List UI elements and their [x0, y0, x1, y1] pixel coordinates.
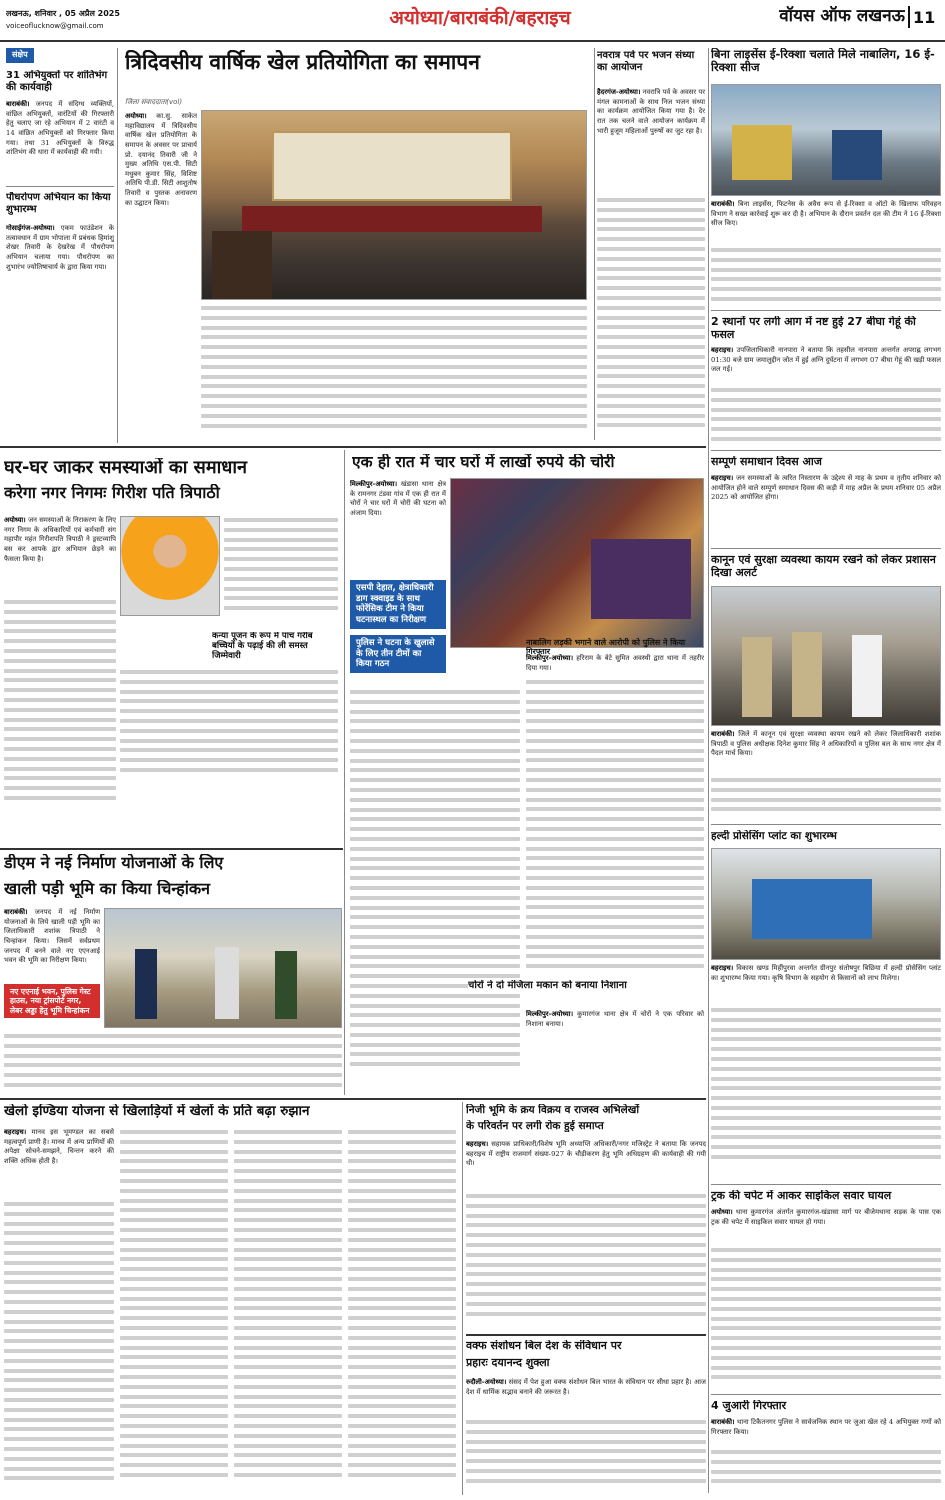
haldi-photo	[711, 848, 941, 960]
law-text: जिले में कानून एवं सुरक्षा व्यवस्था कायम रखने को लेकर जिलाधिकारी शशांक त्रिपाठी व पुलिस अधीक्षक दिनेश कुमार सिंह ने अधिकारियों व पुलिस बल के साथ नगर क्षेत्र में पैदल मार्च किया।	[711, 730, 941, 758]
brand-divider	[908, 6, 910, 28]
khelo-text: मानव इस भूमण्डल का सबसे महत्वपूर्ण प्राणी है। मानव में अन्य प्राणियों की अपेक्षा सोचने-समझने, चिन्तन करने की शक्ति अधिक होती है।	[4, 1128, 114, 1165]
dm-body	[4, 908, 100, 978]
bhajan-dateline: हैदरगंज-अयोध्या।	[597, 88, 641, 96]
dm-photo	[104, 908, 342, 1028]
nagar-fill-bottom	[120, 670, 338, 778]
wall-dateline: मिल्कीपुर-अयोध्या।	[526, 1010, 574, 1018]
bhajan-text-fill	[597, 198, 705, 433]
wall-body	[526, 1010, 704, 1092]
story-waqf	[466, 1338, 706, 1496]
nagar-fill-right	[224, 518, 338, 616]
sidebar-briefs	[6, 48, 114, 443]
law-photo	[711, 586, 941, 726]
samadhan-text: जन समस्याओं के त्वरित निस्तारण के उद्देश्य से माह के प्रथम व तृतीय शनिवार को आयोजित होने वाले सम्पूर्ण समाधान दिवस की कड़ी में माह अप्रैल के प्रथम शनिवार 05 अप्रैल 2025 को आयोजित होगा।	[711, 474, 941, 502]
truck-dateline: अयोध्या।	[711, 1208, 733, 1216]
land-body	[466, 1140, 706, 1200]
law-dateline: बाराबंकी।	[711, 730, 735, 738]
brief2-dateline: गोसाईगंज-अयोध्या।	[6, 224, 55, 232]
nagar-fill-left	[4, 600, 116, 806]
dm-bullet: नए एएनाई भवन, पुलिस गेस्ट हाउस, नया ट्रांसपोर्ट नगर, लेबर अड्डा हेतु भूमि चिन्हांकन	[4, 984, 100, 1018]
sports-dateline: अयोध्या।	[125, 112, 147, 120]
sidebar-tag: संक्षेप	[6, 48, 34, 63]
center-right-rule	[594, 48, 595, 440]
brief2-headline: पौधरोपण अभियान का किया शुभारम्भ	[6, 192, 111, 215]
land-rule	[462, 1102, 463, 1495]
arrest-headline: 4 जुआरी गिरफ्तार	[711, 1400, 787, 1412]
samadhan-dateline: बहराइच।	[711, 474, 734, 482]
theft-photo	[450, 478, 704, 648]
haldi-dateline: बहराइच।	[711, 964, 734, 972]
sports-byline: जिला संवाददाता(vol)	[125, 98, 183, 106]
land-dateline: बहराइच।	[466, 1140, 489, 1148]
nagar-headline-1: घर-घर जाकर समस्याओं का समाधान	[4, 458, 247, 478]
rule-r2	[711, 450, 941, 451]
brief1-dateline: बाराबंकी।	[6, 100, 30, 108]
fire-headline: 2 स्थानों पर लगी आग में नष्ट हुई 27 बीघा गेहूं की फसल	[711, 316, 916, 341]
rule-r4	[711, 824, 941, 825]
arrest-dateline: बाराबंकी।	[711, 1418, 735, 1426]
haldi-text: विकास खण्ड मिहींपुरवा अन्तर्गत ग्रीनपुर संतोषपुर बिछिया में हल्दी प्रोसेसिंग प्लांट का शुभारम्भ किया गया। कृषि विभाग के सहयोग से किसानों को लाभ मिलेगा।	[711, 964, 941, 982]
girl-headline: नाबालिग लड़की भगाने वाले आरोपी को पुलिस ने किया गिरफ्तार	[526, 638, 686, 657]
sports-text: का.सु. साकेत महाविद्यालय में त्रिदिवसीय वार्षिक खेल प्रतियोगिता के समापन के अवसर पर प्राचार्य प्रो. दयानंद तिवारी जी ने मुख्य अतिथि एस.पी. सिटी मधुबन कुमार सिंह, विशिष्ट अतिथि पी.डी. सिटी आशुतोष तिवारी व पुस्तक अनावरण का उद्घाटन किया।	[125, 112, 197, 207]
khelo-fill-2	[120, 1130, 228, 1483]
theft-headline: एक ही रात में चार घरों में लाखों रुपये की चोरी	[352, 454, 615, 471]
arrest-fill	[711, 1450, 941, 1489]
fire-dateline: बहराइच।	[711, 346, 734, 354]
arrest-text: थाना टिकैतनगर पुलिस ने सार्वजनिक स्थान पर जुआ खेल रहे 4 अभियुक्त गणों को गिरफ्तार किया।	[711, 1418, 941, 1436]
land-fill	[466, 1194, 706, 1321]
theft-bullet-1: एसपी देहात, क्षेत्राधिकारी डाग स्क्वाइड के साथ फोरेंसिक टीम ने किया घटनास्थल का निरीक्षण	[350, 580, 446, 629]
erickshaw-fill	[711, 248, 941, 307]
erickshaw-dateline: बाराबंकी।	[711, 200, 735, 208]
rule-r6	[711, 1394, 941, 1395]
fire-fill	[711, 388, 941, 447]
rule-dm-top	[0, 848, 343, 850]
waqf-headline-2: प्रहारः दयानन्द शुक्ला	[466, 1357, 550, 1369]
haldi-fill	[711, 1008, 941, 1165]
haldi-headline: हल्दी प्रोसेसिंग प्लांट का शुभारम्भ	[711, 830, 837, 842]
rule-r3	[711, 548, 941, 549]
theft-text: खंडासा थाना क्षेत्र के रामनगर टंडवा गांव में एक ही रात में चोरों ने चार घरों में चोरी की घटना को अंजाम दिया।	[350, 480, 446, 517]
page-number: 11	[913, 8, 936, 27]
nagar-text: जन समस्याओं के निराकरण के लिए नगर निगम के अधिकारियों एवं कर्मचारी संग महापौर महंत गिरीशपति त्रिपाठी ने ड्रस्टव्यापि बस कर आपके द्वार अभियान छेड़ने का फैसला किया है।	[4, 516, 116, 563]
bhajan-headline: नवरात्र पर्व पर भजन संध्या का आयोजन	[597, 50, 695, 73]
nagar-headline-2: करेगा नगर निगमः गिरीश पति त्रिपाठी	[4, 484, 220, 502]
section-title: अयोध्या/बाराबंकी/बहराइच	[389, 7, 571, 29]
brand-name: वॉयस ऑफ लखनऊ	[779, 6, 905, 26]
sports-photo	[201, 110, 587, 300]
story-land	[466, 1102, 706, 1332]
masthead-email[interactable]: voiceoflucknow@gmail.com	[6, 22, 104, 30]
nagar-dateline: अयोध्या।	[4, 516, 26, 524]
girl-text: हरिराम के बेटे सुमित अवस्थी द्वारा थाना में तहरीर दिया गया।	[526, 654, 704, 672]
story-theft	[348, 450, 705, 1095]
sports-body	[125, 112, 197, 312]
theft-rule	[344, 450, 345, 1095]
rule-khelo-top	[0, 1098, 706, 1100]
truck-text: थाना कुमारगंज अंतर्गत कुमारगंज-खंडासा मार्ग पर बीजेमथाना सड़क के पास एक ट्रक की चपेट में साइकिल सवार घायल हो गया।	[711, 1208, 941, 1226]
erickshaw-headline: बिना लाइसेंस ई-रिक्शा चलाते मिले नाबालिग, 16 ई-रिक्शा सीज	[711, 48, 935, 75]
rule-r1	[711, 310, 941, 311]
truck-fill	[711, 1248, 941, 1385]
khelo-headline: खेलो इण्डिया योजना से खिलाड़ियों में खेलों के प्रति बढ़ा रुझान	[4, 1104, 310, 1119]
theft-fill-b	[526, 680, 704, 974]
brief2-text: एकम फाउंडेशन के तत्वावधान में ग्राम भोपाला में प्रबंधक हिमांशु शेखर तिवारी के देखरेख में पौधरोपण अभियान चलाया गया। पौधरोपण का शुभारंभ ज्योतिषाचार्य के द्वारा किया गया।	[6, 224, 114, 271]
masthead	[0, 0, 945, 44]
waqf-fill	[466, 1420, 706, 1489]
dm-text: जनपद में नई निर्माण योजनाओं के लिये खाली पड़ी भूमि का जिलाधिकारी शशांक त्रिपाठी ने चिन्हांकन किया। जिसमें सर्वप्रथम जनपद में बनने वाले नए एएनआई भवन की भूमि का निरीक्षण किया।	[4, 908, 100, 965]
story-bhajan	[597, 48, 705, 440]
truck-headline: ट्रक की चपेट में आकर साइकिल सवार घायल	[711, 1190, 892, 1202]
fire-text: उपजिलाधिकारी नानपारा ने बताया कि तहसील नानपारा अन्तर्गत अपराह्न लगभग 01:30 बजे ग्राम जमालुद्दीन जोत में हुई अग्नि दुर्घटना में लगभग 07 बीघा गेहूं की खड़ी फसल जल गई।	[711, 346, 941, 374]
sports-text-columns	[201, 306, 587, 441]
sidebar-rule	[117, 48, 118, 443]
dm-headline-2: खाली पड़ी भूमि का किया चिन्हांकन	[4, 880, 211, 898]
waqf-text: संसद में पेश हुआ वक्फ संशोधन बिल भारत के संविधान पर सीधा प्रहार है। आज देश में धार्मिक सद्भाव बनाने की जरूरत है।	[466, 1378, 706, 1396]
theft-dateline: मिल्कीपुर-अयोध्या।	[350, 480, 398, 488]
brief1-text: जनपद में संदिग्ध व्यक्तियों, वांछित अभियुक्तों, वारंटियों की गिरफ्तारी हेतु चलाए जा रहे अभियान में 2 वारंटी व 14 वांछित अभियुक्तों को गिरफ्तार किया गया। तथा 31 अभियुक्तों के विरुद्ध शांतिभंग की धारा में कार्यवाही की गयी।	[6, 100, 114, 157]
dm-headline-1: डीएम ने नई निर्माण योजनाओं के लिए	[4, 854, 224, 872]
story-sports	[121, 48, 591, 443]
masthead-rule	[0, 40, 945, 42]
land-headline-2: के परिवर्तन पर लगी रोक हुई समाप्त	[466, 1120, 604, 1132]
mayor-photo	[120, 516, 220, 616]
law-fill	[711, 778, 941, 817]
sports-headline: त्रिदिवसीय वार्षिक खेल प्रतियोगिता का समापन	[125, 50, 480, 74]
masthead-date: लखनऊ, शनिवार , 05 अप्रैल 2025	[6, 9, 120, 18]
rule-nagar-top	[0, 446, 706, 448]
dm-dateline: बाराबंकी।	[4, 908, 28, 916]
erickshaw-photo	[711, 84, 941, 196]
land-headline-1: निजी भूमि के क्रय विक्रय व राजस्व अभिलेखों	[466, 1104, 640, 1116]
rule-r5	[711, 1184, 941, 1185]
girl-dateline: मिल्कीपुर-अयोध्या।	[526, 654, 574, 662]
samadhan-body	[711, 474, 941, 544]
story-dm	[0, 852, 344, 1096]
khelo-dateline: बहराइच।	[4, 1128, 27, 1136]
samadhan-headline: सम्पूर्ण समाधान दिवस आज	[711, 456, 822, 468]
khelo-fill-1	[4, 1202, 114, 1486]
right-column	[711, 48, 941, 1495]
right-column-rule	[708, 48, 709, 1493]
brief1-headline: 31 अभियुक्तों पर शांतिभंग की कार्यवाही	[6, 70, 108, 93]
khelo-fill-4	[348, 1130, 456, 1483]
story-nagar	[0, 450, 340, 845]
wall-text: कुमारगंज थाना क्षेत्र में चोरों ने एक परिवार को निशाना बनाया।	[526, 1010, 704, 1028]
dm-fill	[4, 1034, 342, 1093]
land-text: सहायक प्राधिकारी/विशेष भूमि अध्याप्ति अधिकारी/नगर मजिस्ट्रेट ने बताया कि जनपद बहराइच में राष्ट्रीय राजमार्ग संख्या-927 के चौड़ीकरण हेतु भूमि अधिग्रहण की कार्यवाही की गयी थी।	[466, 1140, 706, 1168]
story-khelo	[0, 1102, 458, 1497]
brief-divider	[6, 186, 114, 187]
law-headline: कानून एवं सुरक्षा व्यवस्था कायम रखने को लेकर प्रशासन दिखा अलर्ट	[711, 554, 936, 579]
waqf-headline-1: वक्फ संशोधन बिल देश के संविधान पर	[466, 1340, 622, 1352]
brief2-body	[6, 224, 114, 439]
rule-waqf-top	[466, 1334, 706, 1336]
erickshaw-text: बिना लाइसेंस, फिटनेस के अवैध रूप से ई-रिक्शा व ऑटो के खिलाफ परिवहन विभाग ने सख्त कार्रवाई शुरू कर दी है। अभियान के दौरान प्रवर्तन दल की टीम ने 16 ई-रिक्शा सीज किए।	[711, 200, 941, 228]
theft-bullet-2: पुलिस ने घटना के खुलासे के लिए तीन टीमों का किया गठन	[350, 635, 446, 673]
waqf-dateline: रुदौली-अयोध्या।	[466, 1378, 507, 1386]
bhajan-text: नवरात्रि पर्व के अवसर पर मंगल कामनाओं के साथ निज भजन संध्या का कार्यक्रम आयोजित किया गया है। देर रात तक चलने वाले आयोजन कार्यक्रम में भारी हुजूम महिलाओं पुरुषों का जुट रहा है।	[597, 88, 705, 135]
wall-headline: चोरों ने दो मंजिला मकान को बनाया निशाना	[468, 980, 648, 992]
khelo-fill-3	[234, 1130, 342, 1483]
theft-fill-a	[350, 690, 520, 1072]
nagar-subheadline: कन्या पूजन के रूप में पांच गरीब बच्चियों के पढ़ाई की ली समस्त जिम्मेवारी	[212, 632, 313, 661]
